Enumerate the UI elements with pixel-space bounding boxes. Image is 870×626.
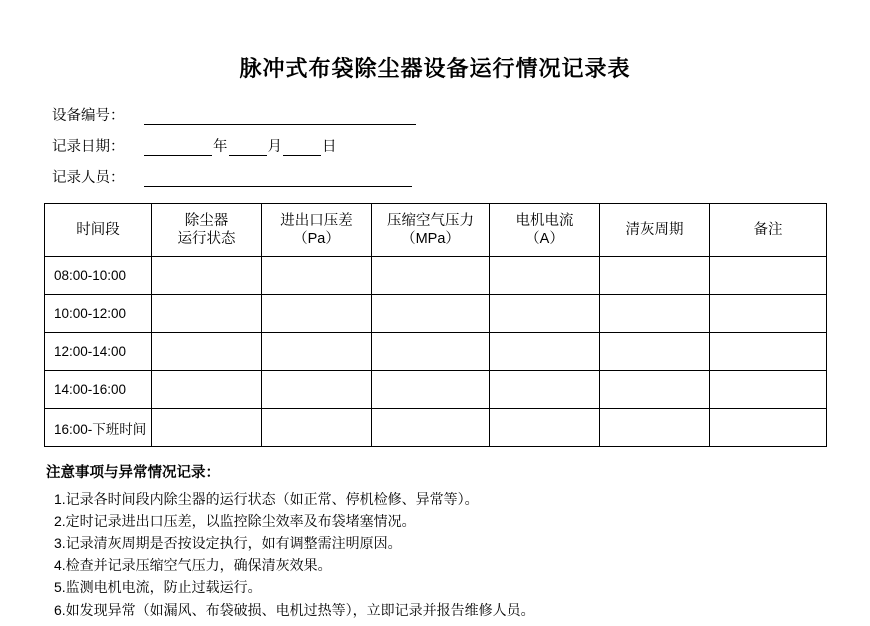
date-day-char: 日 bbox=[322, 139, 337, 155]
cell-cleaning-cycle[interactable] bbox=[600, 295, 710, 333]
cell-cleaning-cycle[interactable] bbox=[600, 371, 710, 409]
cell-motor-current[interactable] bbox=[490, 333, 600, 371]
equipment-no-label: 设备编号： bbox=[52, 108, 125, 124]
cell-air-pressure[interactable] bbox=[372, 295, 490, 333]
cell-air-pressure[interactable] bbox=[372, 333, 490, 371]
cell-motor-current[interactable] bbox=[490, 257, 600, 295]
document-page bbox=[0, 52, 870, 626]
header-line1: 除尘器 bbox=[184, 212, 229, 229]
cell-air-pressure[interactable] bbox=[372, 257, 490, 295]
header-line1: 压缩空气压力 bbox=[387, 212, 474, 229]
cell-air-pressure[interactable] bbox=[372, 409, 490, 447]
header-cell-cleaning-cycle bbox=[600, 204, 710, 257]
row-time-label: 10:00-12:00 bbox=[45, 295, 152, 333]
notes-section bbox=[46, 461, 826, 621]
header-line2: （A） bbox=[525, 231, 564, 247]
cell-cleaning-cycle[interactable] bbox=[600, 409, 710, 447]
cell-remarks[interactable] bbox=[710, 333, 827, 371]
date-day-field[interactable] bbox=[283, 138, 321, 156]
row-time-label: 16:00-下班时间 bbox=[45, 409, 152, 447]
header-line1: 进出口压差 bbox=[280, 212, 353, 229]
cell-remarks[interactable] bbox=[710, 295, 827, 333]
cell-status[interactable] bbox=[152, 371, 262, 409]
cell-pressure-diff[interactable] bbox=[262, 295, 372, 333]
table-header-row bbox=[45, 204, 827, 257]
table-row bbox=[45, 295, 827, 333]
note-item: 5.监测电机电流，防止过载运行。 bbox=[54, 579, 262, 596]
notes-title: 注意事项与异常情况记录： bbox=[46, 465, 220, 481]
header-cell-pressure-diff bbox=[262, 204, 372, 257]
cell-air-pressure[interactable] bbox=[372, 371, 490, 409]
record-date-label: 记录日期： bbox=[52, 139, 125, 155]
header-line2: （Pa） bbox=[293, 231, 340, 247]
date-month-field[interactable] bbox=[229, 138, 267, 156]
recorder-row bbox=[52, 167, 826, 187]
header-cell-status bbox=[152, 204, 262, 257]
record-table bbox=[44, 203, 827, 447]
recorder-label: 记录人员： bbox=[52, 170, 125, 186]
cell-status[interactable] bbox=[152, 409, 262, 447]
cell-motor-current[interactable] bbox=[490, 295, 600, 333]
note-item: 6.如发现异常（如漏风、布袋破损、电机过热等），立即记录并报告维修人员。 bbox=[54, 601, 535, 618]
row-time-label: 14:00-16:00 bbox=[45, 371, 152, 409]
record-date-field-group bbox=[144, 138, 338, 156]
header-line1: 时间段 bbox=[76, 221, 120, 238]
header-cell-motor-current bbox=[490, 204, 600, 257]
meta-block bbox=[52, 105, 826, 187]
note-item: 1.记录各时间段内除尘器的运行状态（如正常、停机检修、异常等）。 bbox=[54, 491, 479, 507]
header-line1: 清灰周期 bbox=[625, 221, 684, 238]
note-item: 2.定时记录进出口压差，以监控除尘效率及布袋堵塞情况。 bbox=[54, 513, 416, 530]
cell-motor-current[interactable] bbox=[490, 371, 600, 409]
equipment-no-field[interactable] bbox=[144, 107, 416, 125]
header-line2: （MPa） bbox=[401, 231, 460, 247]
cell-cleaning-cycle[interactable] bbox=[600, 257, 710, 295]
equipment-no-row bbox=[52, 105, 826, 125]
cell-status[interactable] bbox=[152, 295, 262, 333]
header-line1: 备注 bbox=[753, 221, 783, 238]
cell-pressure-diff[interactable] bbox=[262, 409, 372, 447]
cell-status[interactable] bbox=[152, 333, 262, 371]
recorder-field[interactable] bbox=[144, 169, 412, 187]
header-cell-time bbox=[45, 204, 152, 257]
date-month-char: 月 bbox=[267, 139, 282, 155]
cell-pressure-diff[interactable] bbox=[262, 333, 372, 371]
cell-remarks[interactable] bbox=[710, 257, 827, 295]
header-line1: 电机电流 bbox=[515, 212, 574, 229]
row-time-label: 08:00-10:00 bbox=[45, 257, 152, 295]
header-cell-remarks bbox=[710, 204, 827, 257]
table-row bbox=[45, 257, 827, 295]
table-row bbox=[45, 409, 827, 447]
cell-remarks[interactable] bbox=[710, 409, 827, 447]
date-year-char: 年 bbox=[213, 139, 228, 155]
cell-cleaning-cycle[interactable] bbox=[600, 333, 710, 371]
header-line2: 运行状态 bbox=[177, 231, 236, 247]
table-row bbox=[45, 333, 827, 371]
cell-motor-current[interactable] bbox=[490, 409, 600, 447]
note-item: 4.检查并记录压缩空气压力，确保清灰效果。 bbox=[54, 557, 332, 574]
cell-pressure-diff[interactable] bbox=[262, 371, 372, 409]
cell-pressure-diff[interactable] bbox=[262, 257, 372, 295]
record-date-row bbox=[52, 136, 826, 156]
page-title: 脉冲式布袋除尘器设备运行情况记录表 bbox=[239, 56, 631, 81]
date-year-field[interactable] bbox=[144, 138, 212, 156]
cell-status[interactable] bbox=[152, 257, 262, 295]
table-row bbox=[45, 371, 827, 409]
cell-remarks[interactable] bbox=[710, 371, 827, 409]
header-cell-air-pressure bbox=[372, 204, 490, 257]
note-item: 3.记录清灰周期是否按设定执行，如有调整需注明原因。 bbox=[54, 535, 402, 552]
row-time-label: 12:00-14:00 bbox=[45, 333, 152, 371]
